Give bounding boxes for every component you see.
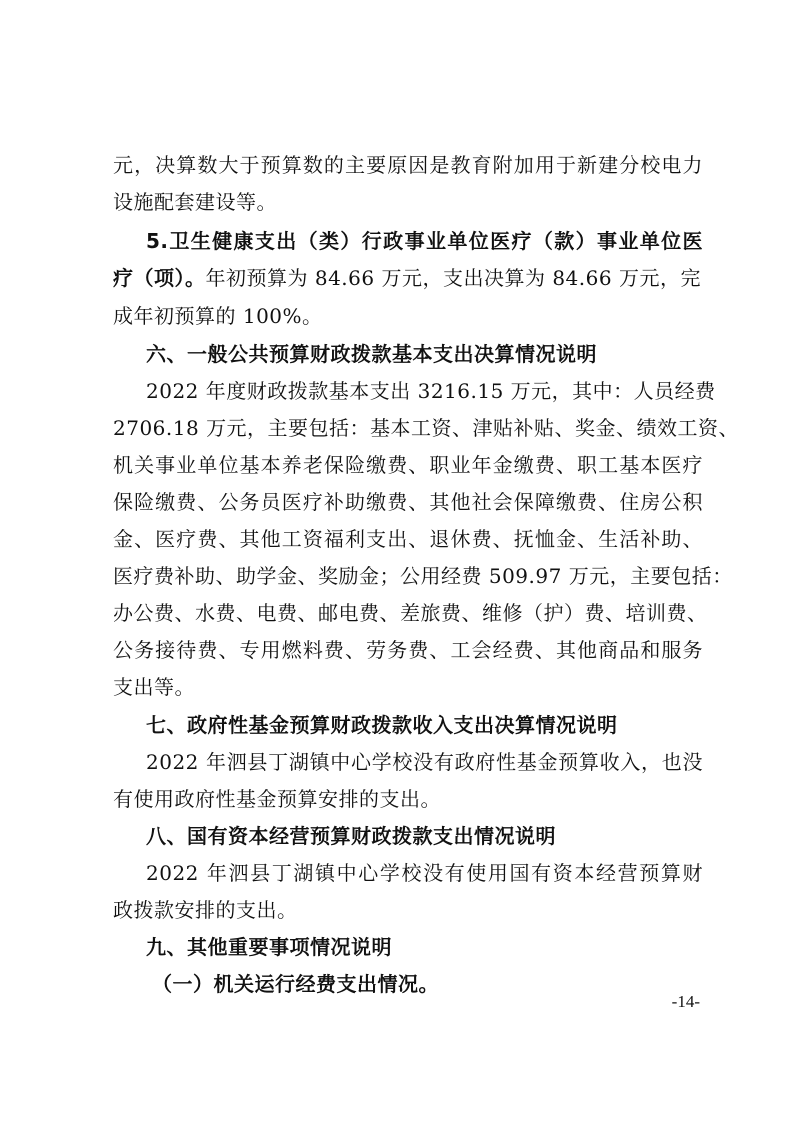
- text-line: 设施配套建设等。: [113, 190, 277, 214]
- section-bold-text: 5.卫生健康支出（类）行政事业单位医疗（款）事业单位医: [146, 229, 703, 253]
- text-line: 2022 年泗县丁湖镇中心学校没有使用国有资本经营预算财: [146, 861, 703, 885]
- text-line: 公务接待费、专用燃料费、劳务费、工会经费、其他商品和服务: [113, 638, 703, 662]
- text-line: 2022 年度财政拨款基本支出 3216.15 万元，其中：人员经费: [146, 379, 716, 403]
- text-line: 2022 年泗县丁湖镇中心学校没有政府性基金预算收入，也没: [146, 750, 703, 774]
- text-line: 元，决算数大于预算数的主要原因是教育附加用于新建分校电力: [113, 153, 703, 177]
- text-line: 金、医疗费、其他工资福利支出、退休费、抚恤金、生活补助、: [113, 527, 703, 551]
- text-line: 成年初预算的 100%。: [113, 304, 323, 328]
- section-heading: 八、国有资本经营预算财政拨款支出情况说明: [146, 824, 556, 848]
- text-line: 医疗费补助、助学金、奖励金；公用经费 509.97 万元，主要包括：: [113, 564, 733, 588]
- text-line: [113, 264, 703, 292]
- section-heading: 七、政府性基金预算财政拨款收入支出决算情况说明: [146, 713, 618, 737]
- text-line: 机关事业单位基本养老保险缴费、职业年金缴费、职工基本医疗: [113, 453, 703, 477]
- text-span: 年初预算为 84.66 万元，支出决算为 84.66 万元，完: [205, 266, 701, 290]
- section-bold-text: 疗（项）。: [113, 266, 206, 290]
- text-line: 有使用政府性基金预算安排的支出。: [113, 787, 441, 811]
- page-number: -14-: [671, 992, 700, 1011]
- text-line: 2706.18 万元，主要包括：基本工资、津贴补贴、奖金、绩效工资、: [113, 416, 740, 440]
- section-heading: 九、其他重要事项情况说明: [146, 935, 392, 959]
- section-heading: （一）机关运行经费支出情况。: [152, 972, 439, 996]
- text-line: 保险缴费、公务员医疗补助缴费、其他社会保障缴费、住房公积: [113, 490, 703, 514]
- text-line: 支出等。: [113, 675, 195, 699]
- text-line: 政拨款安排的支出。: [113, 898, 298, 922]
- text-line: 办公费、水费、电费、邮电费、差旅费、维修（护）费、培训费、: [113, 601, 708, 625]
- section-heading: 六、一般公共预算财政拨款基本支出决算情况说明: [146, 342, 597, 366]
